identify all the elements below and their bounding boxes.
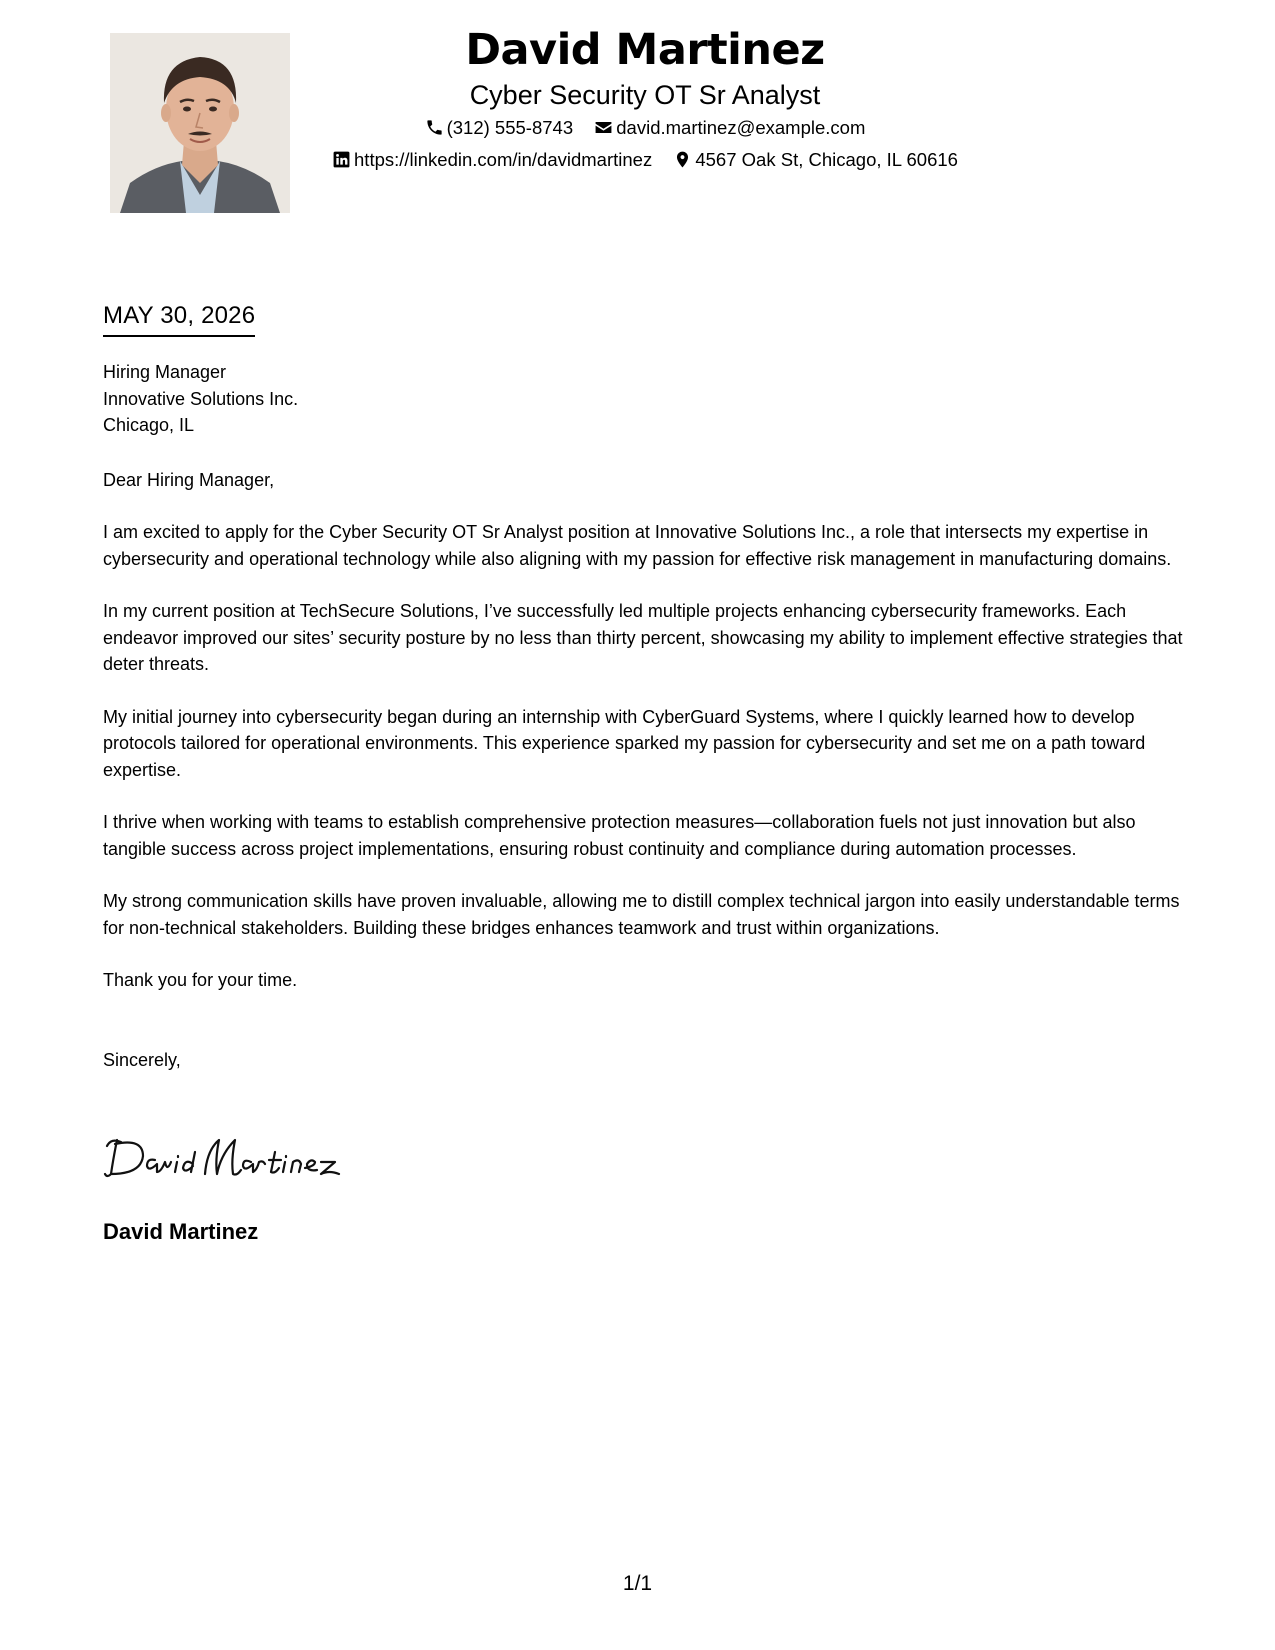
closing-line: Sincerely, [103,1049,181,1070]
body-paragraph: I thrive when working with teams to establish comprehensive protection measures—collaboration fuels not just innovation but also tangible success across project implementations, ensuring robust continuity and compliance during automation processes. [103,812,1136,859]
body-paragraph: I am excited to apply for the Cyber Security OT Sr Analyst position at Innovative Solutions Inc., a role that intersects my expertise in cybersecurity and operational technology while also aligning with my passion for effective risk management in manufacturing domains. [103,522,1172,569]
phone-text: (312) 555-8743 [446,117,574,138]
page-number: 1/1 [622,1572,653,1595]
signer-name: David Martinez [103,1219,259,1244]
contact-row-2 [290,144,1000,176]
body-paragraph: My strong communication skills have proven invaluable, allowing me to distill complex technical jargon into easily understandable terms for non-technical stakeholders. Building these bridges enhances teamwork and trust within organizations. [103,891,1180,938]
handwritten-signature [103,1130,363,1186]
email-text: david.martinez@example.com [616,117,866,138]
recipient-line: Chicago, IL [103,415,195,435]
envelope-icon [594,118,613,137]
recipient-block [103,359,1183,439]
email-contact [594,112,865,144]
linkedin-icon [332,150,351,169]
salutation: Dear Hiring Manager, [103,469,275,490]
linkedin-contact [332,144,652,176]
phone-contact [425,112,574,144]
body-paragraph: My initial journey into cybersecurity began during an internship with CyberGuard Systems, where I quickly learned how to develop protocols tailored for operational environments. This experience sparked my passion for cybersecurity and set me on a path toward expertise. [103,706,1146,780]
recipient-line: Innovative Solutions Inc. [103,388,299,409]
applicant-name: David Martinez [465,25,825,75]
linkedin-text: https://linkedin.com/in/davidmartinez [354,149,653,170]
recipient-line: Hiring Manager [103,362,227,382]
profile-photo [110,33,290,213]
address-contact [673,144,958,176]
body-paragraph: In my current position at TechSecure Solutions, I’ve successfully led multiple projects enhancing cybersecurity frameworks. Each endeavor improved our sites’ security posture by no less than thirty percent, showcasing my ability to implement effective strategies that deter threats. [103,601,1183,674]
address-text: 4567 Oak St, Chicago, IL 60616 [695,149,958,170]
job-title: Cyber Security OT Sr Analyst [469,80,821,110]
letter-date: MAY 30, 2026 [103,299,255,337]
thanks-line: Thank you for your time. [103,970,298,990]
map-marker-icon [673,150,692,169]
contact-row-1 [290,112,1000,144]
letter-body [103,359,1183,1073]
header [290,20,1000,176]
phone-icon [425,118,444,137]
